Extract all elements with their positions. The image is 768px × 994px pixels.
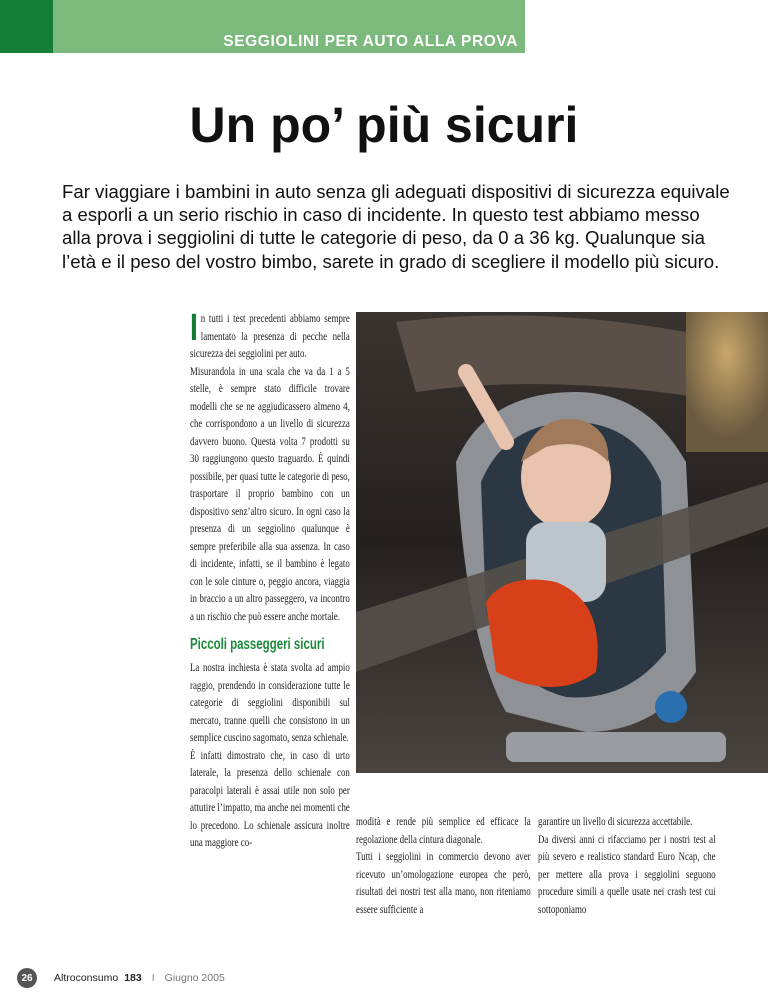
page-number: 26 (17, 968, 37, 988)
column-2-text (356, 813, 531, 918)
paragraph-1 (190, 307, 350, 363)
paragraph-3: La nostra inchiesta è stata svolta ad ampio raggio, prendendo in considerazione tutte le categorie di seggiolini disponibili sul mercato, tranne quelli che consistono in un semplice cuscino sagomato, senza schienale. (190, 660, 350, 744)
issue-date: Giugno 2005 (164, 972, 225, 984)
issue-number: 183 (124, 972, 142, 984)
section-title: SEGGIOLINI PER AUTO ALLA PROVA (223, 33, 518, 50)
photo-illustration (356, 312, 768, 773)
paragraph-7: garantire un livello di sicurezza accettabile. (538, 814, 693, 828)
photo-child-in-car-seat (356, 312, 768, 773)
article-intro: Far viaggiare i bambini in auto senza gli adeguati dispositivi di sicurezza equivale a esporli a un serio rischio in caso di incidente. In questo test abbiamo messo alla prova i seggiolini di tutte le categorie di peso, da 0 a 36 kg. Qualunque sia l’età e il peso del vostro bimbo, sarete in grado di scegliere il modello più sicuro. (62, 181, 730, 272)
footer-separator: I (151, 972, 155, 984)
subheading: Piccoli passeggeri sicuri (190, 636, 325, 653)
paragraph-1-text: n tutti i test precedenti abbiamo sempre lamentato la presenza di pecche nella sicurezza dei seggiolini per auto. (190, 311, 350, 360)
article-title: Un po’ più sicuri (189, 97, 579, 153)
column-3-text (538, 813, 716, 918)
column-1-text (190, 307, 350, 852)
paragraph-6: Tutti i seggiolini in commercio devono aver ricevuto un’omologazione europea che però, risultati dei nostri test alla mano, non riteniamo essere sufficiente a (356, 849, 531, 916)
page-footer (17, 968, 225, 988)
column-3 (538, 813, 716, 918)
header-accent-block (0, 0, 53, 53)
paragraph-8: Da diversi anni ci rifacciamo per i nostri test al più severo e realistico standard Euro Ncap, che per mettere alla prova i seggiolini seguono procedure simili a quelle usate nei crash test cui sottoponiamo (538, 831, 716, 916)
column-1 (190, 307, 350, 852)
magazine-name: Altroconsumo (54, 972, 119, 984)
paragraph-4: È infatti dimostrato che, in caso di urto laterale, la presenza dello schienale con paracolpi laterali è assai utile non solo per attutire l’impatto, ma anche nei momenti che lo precedono. Lo schienale assicura inoltre una maggiore co- (190, 747, 350, 849)
drop-cap: I (190, 307, 198, 349)
column-2 (356, 813, 531, 918)
paragraph-2: Misurandola in una scala che va da 1 a 5 stelle, è sempre stato difficile trovare modelli che se ne aggiudicassero almeno 4, che corrispondono a un livello di sicurezza davvero buono. Questa volta 7 prodotti su 30 raggiungono questo traguardo. È quindi possibile, per quasi tutte le categorie di peso, trasportare il proprio bambino con un dispositivo senz’altro sicuro. In ogni caso la presenza di un seggiolino qualunque è sempre preferibile alla sua assenza. In caso di incidente, infatti, se il bambino è legato con le sole cinture o, peggio ancora, viaggia in braccio a un altro passeggero, va incontro a un rischio che può essere anche mortale. (190, 363, 350, 623)
paragraph-5: modità e rende più semplice ed efficace la regolazione della cintura diagonale. (356, 814, 531, 846)
